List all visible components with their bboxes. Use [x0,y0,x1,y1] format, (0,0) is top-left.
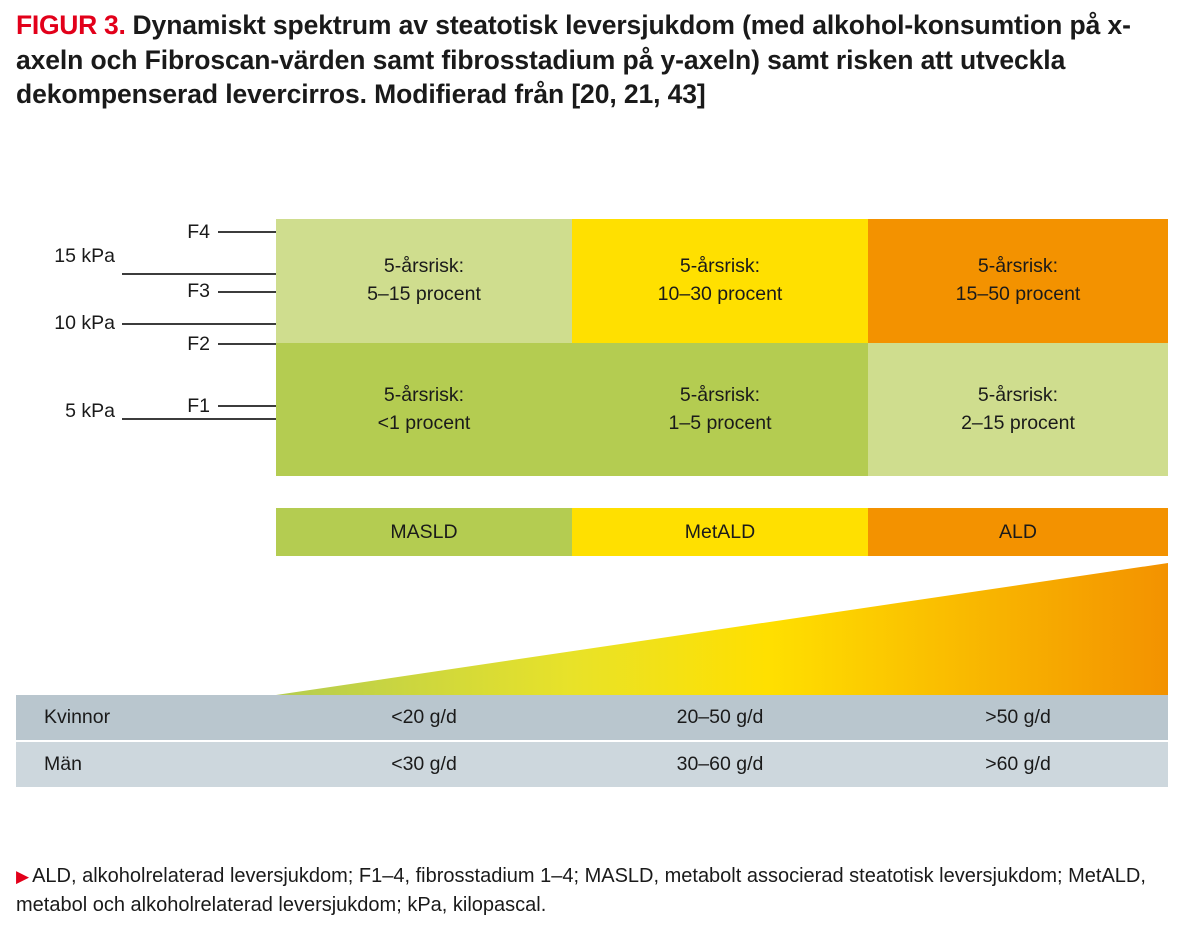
cell-kvinnor-masld: <20 g/d [391,706,457,728]
triangle-marker-icon: ▶ [16,867,30,886]
axis-tick-f2: F2 [187,333,210,355]
risk-cell-masld-low [276,343,572,476]
risk-cell-label: 5-årsrisk: [383,383,465,406]
axis-tick-15kpa: 15 kPa [54,245,115,267]
risk-cell-ald-low [868,343,1168,476]
risk-cell-label: 5-årsrisk: [679,383,761,406]
table-row-man [16,742,1168,787]
category-masld: MASLD [276,508,572,556]
category-metald: MetALD [572,508,868,556]
risk-cell-value: <1 procent [377,411,471,434]
risk-cell-label: 5-årsrisk: [977,383,1059,406]
cell-man-ald: >60 g/d [985,753,1051,775]
axis-tick-f3: F3 [187,280,210,302]
risk-cell-value: 2–15 procent [961,411,1075,434]
risk-cell-label: 5-årsrisk: [383,255,465,278]
consumption-table [16,695,1168,787]
category-ald: ALD [868,508,1168,556]
risk-cell-value: 10–30 procent [657,283,783,305]
cell-man-masld: <30 g/d [391,753,457,775]
tick-line-15kpa [122,273,276,275]
table-row-kvinnor [16,695,1168,740]
cell-man-metald: 30–60 g/d [676,753,764,775]
cell-kvinnor-ald: >50 g/d [985,706,1051,728]
risk-cell-metald-high [572,219,868,343]
tick-line-5kpa [122,418,276,420]
axis-tick-f4: F4 [187,221,210,243]
page-title [16,8,1156,112]
tick-line-f2 [218,343,276,345]
row-header-kvinnor: Kvinnor [44,706,111,728]
risk-gradient-wedge [276,563,1168,695]
figure-title-text: Dynamiskt spektrum av steatotisk leversjukdom (med alkohol-konsumtion på x-axeln och Fibroscan-värden samt fibrosstadium på y-axeln) samt risken att utveckla dekompenserad levercirros. Modifierad från [20, 21, 43] [16,10,1131,110]
risk-cell-label: 5-årsrisk: [977,255,1059,278]
risk-cell-label: 5-årsrisk: [679,255,761,278]
axis-tick-5kpa: 5 kPa [65,400,115,422]
risk-cell-value: 15–50 procent [955,283,1081,305]
risk-cell-value: 5–15 procent [367,283,481,305]
tick-line-f3 [218,291,276,293]
figure-footnote [16,862,1176,920]
tick-line-f4 [218,231,276,233]
risk-cell-metald-low [572,343,868,476]
axis-tick-f1: F1 [187,395,210,417]
axis-tick-10kpa: 10 kPa [54,312,115,334]
risk-cell-ald-high [868,219,1168,343]
tick-line-f1 [218,405,276,407]
risk-cell-masld-high [276,219,572,343]
risk-grid [276,219,1168,476]
figure-label: FIGUR 3. [16,10,126,40]
footnote-text: ALD, alkoholrelaterad leversjukdom; F1–4, fibrosstadium 1–4; MASLD, metabolt associerad steatotisk leversjukdom; MetALD, metabol och alkoholrelaterad leversjukdom; kPa, kilopascal. [16,865,1146,916]
chart-area [0,205,1200,795]
figure-title-block [16,8,1156,112]
tick-line-10kpa [122,323,276,325]
cell-kvinnor-metald: 20–50 g/d [676,706,764,728]
row-header-man: Män [44,753,82,775]
category-bar [276,508,1168,556]
risk-cell-value: 1–5 procent [668,411,772,434]
